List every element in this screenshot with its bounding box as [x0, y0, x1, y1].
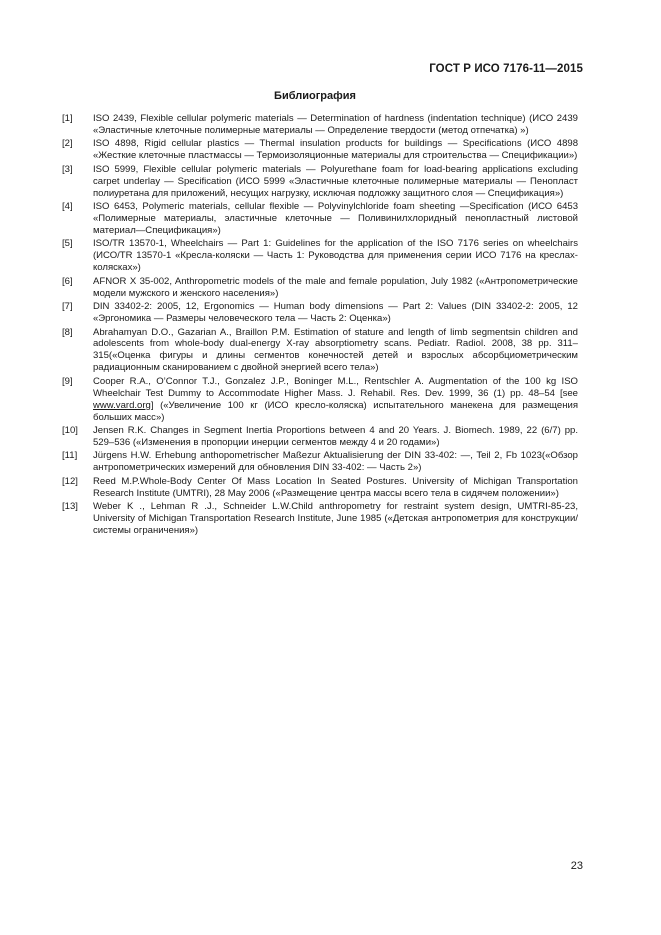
ref-text: ISO/TR 13570-1, Wheelchairs — Part 1: Guidelines for the application of the ISO 7176 series on wheelchairs (ИСО/TR 13570-1 «Кресла-коляски — Часть 1: Руководства для применения серии ИСО 7176 на креслах-колясках») [93, 238, 578, 274]
bibliography-item [62, 201, 578, 237]
ref-number: [4] [62, 201, 73, 213]
ref-text: AFNOR X 35-002, Anthropometric models of the male and female population, July 1982 («Антропометрические модели мужского и женского населения») [93, 275, 578, 299]
ref-number: [5] [62, 238, 73, 250]
ref-number: [1] [62, 113, 73, 124]
bibliography-item [62, 164, 578, 200]
bibliography-item [62, 301, 578, 325]
ref-number: [6] [62, 275, 73, 287]
standard-code: ГОСТ Р ИСО 7176-11—2015 [429, 63, 583, 75]
ref-text [93, 376, 578, 424]
ref-text: Weber K ., Lehman R .J., Schneider L.W.Child anthropometry for restraint system design, UMTRI-85-23, University of Michigan Transportation Research Institute, June 1985 («Детская антропометрия для конструкции/системы ограничения») [93, 501, 578, 537]
ref-text: Jürgens H.W. Erhebung anthopometrischer Maßezur Aktualisierung der DIN 33-402: —, Teil 2, Fb 1023(«Обзор антропометрических измерений для обновления DIN 33-402: — Часть 2») [93, 450, 578, 474]
ref-text-after: ] («Увеличение 100 кг (ИСО кресло-коляска) испытательного манекена для размещения больших масс») [93, 399, 578, 423]
ref-text: ISO 6453, Polymeric materials, cellular flexible — Polyvinylchloride foam sheeting —Specification (ИСО 6453 «Полимерные материалы, эластичные клеточные — Поливинилхлоридный пенопластный листовой материал—Спецификация») [93, 201, 578, 236]
ref-number: [7] [62, 301, 73, 313]
bibliography-item [62, 376, 578, 424]
ref-number: [12] [62, 475, 78, 487]
bibliography-list [62, 113, 578, 539]
ref-text: ISO 5999, Flexible cellular polymeric materials — Polyurethane foam for load-bearing applications excluding carpet underlay — Specification (ИСО 5999 «Эластичные клеточные полимерные материалы — Пенопласт полиуретана для приложений, несущих нагрузку, исключая подложку защитного слоя — Спецификация») [93, 163, 578, 199]
ref-number: [3] [62, 163, 73, 175]
ref-text: Jensen R.K. Changes in Segment Inertia Proportions between 4 and 20 Years. J. Biomech. 1989, 22 (6/7) pp. 529–536 («Изменения в пропорции инерции сегментов между 4 и 20 годами») [93, 425, 578, 448]
section-title: Библиография [274, 90, 356, 102]
ref-number: [9] [62, 375, 73, 387]
ref-link[interactable]: www.vard.org [93, 399, 151, 411]
bibliography-item [62, 501, 578, 537]
bibliography-item [62, 450, 578, 474]
ref-text: ISO 2439, Flexible cellular polymeric materials — Determination of hardness (indentation technique) (ИСО 2439 «Эластичные клеточные полимерные материалы — Определение твердости (метод отпечатка) ») [93, 113, 578, 136]
ref-text: ISO 4898, Rigid cellular plastics — Thermal insulation products for buildings — Specifications (ИСО 4898 «Жесткие клеточные пластмассы — Термоизоляционные материалы для строительства — Спецификации») [93, 138, 578, 162]
bibliography-item [62, 113, 578, 137]
page-number: 23 [570, 860, 583, 872]
bibliography-item [62, 138, 578, 162]
bibliography-item [62, 425, 578, 449]
ref-number: [10] [62, 425, 78, 436]
bibliography-item [62, 476, 578, 500]
ref-number: [8] [62, 326, 73, 338]
ref-number: [11] [62, 450, 78, 462]
ref-text: Abrahamyan D.O., Gazarian A., Braillon P.M. Estimation of stature and length of limb segmentsin children and adolescents from whole-body dual-energy X-ray absorptiometry scans. Pediatr. Radiol. 2008, 38 pp. 311–315(«Оценка фигуры и длины сегментов конечностей детей и взрослых абсорбциометрическим радиационным сканированием с двойной энергией всего тела») [93, 326, 578, 374]
ref-text: Reed M.P.Whole-Body Center Of Mass Location In Seated Postures. University of Michigan Transportation Research Institute (UMTRI), 28 May 2006 («Размещение центра массы всего тела в сидячем положении») [93, 475, 578, 499]
ref-number: [13] [62, 501, 78, 513]
ref-number: [2] [62, 138, 73, 150]
bibliography-item [62, 238, 578, 274]
bibliography-item [62, 276, 578, 300]
ref-text: DIN 33402-2: 2005, 12, Ergonomics — Human body dimensions — Part 2: Values (DIN 33402-2: 2005, 12 «Эргономика — Размеры человеческого тела — Часть 2: Оценка») [93, 301, 578, 325]
ref-text-before: Cooper R.A., O’Connor T.J., Gonzalez J.P., Boninger M.L., Rentschler A. Augmentation of the 100 kg ISO Wheelchair Test Dummy to Accommodate Higher Mass. J. Rehabil. Res. Dev. 1999, 36 (1) pp. 48–54 [see [93, 375, 578, 399]
bibliography-item [62, 327, 578, 375]
